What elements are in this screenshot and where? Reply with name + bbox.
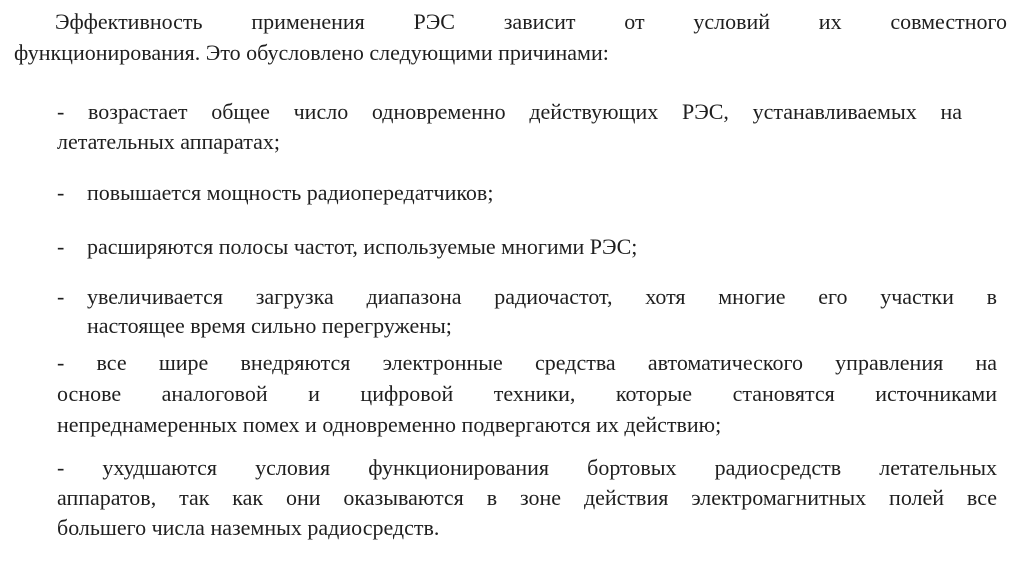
intro-line-2: функционирования. Это обусловлено следующими причинами: — [14, 40, 609, 65]
list-item-6-line-2: аппаратов, так как они оказываются в зоне действия электромагнитных полей все — [57, 485, 997, 510]
list-dash: - — [57, 180, 65, 205]
list-item-5-line-2: основе аналоговой и цифровой техники, которые становятся источниками — [57, 381, 997, 406]
list-item-1-line-2: летательных аппаратах; — [57, 129, 281, 154]
list-item-5-line-3: непреднамеренных помех и одновременно подвергаются их действию; — [57, 412, 722, 437]
list-dash: - — [57, 234, 65, 259]
list-item-4-line-1: увеличивается загрузка диапазона радиочастот, хотя многие его участки в — [87, 284, 997, 309]
intro-line-1: Эффективность применения РЭС зависит от условий их совместного — [55, 9, 1007, 34]
list-item-6-line-3: большего числа наземных радиосредств. — [57, 515, 440, 540]
list-item-5-line-1: - все шире внедряются электронные средства автоматического управления на — [57, 350, 997, 375]
list-item-3-text: расширяются полосы частот, используемые многими РЭС; — [87, 234, 638, 259]
list-item-1-line-1: - возрастает общее число одновременно действующих РЭС, устанавливаемых на — [57, 99, 962, 124]
list-item-2-text: повышается мощность радиопередатчиков; — [87, 180, 494, 205]
list-item-6-line-1: - ухудшаются условия функционирования бортовых радиосредств летательных — [57, 455, 997, 480]
list-item-4-line-2: настоящее время сильно перегружены; — [87, 313, 452, 338]
list-dash: - — [57, 284, 65, 309]
